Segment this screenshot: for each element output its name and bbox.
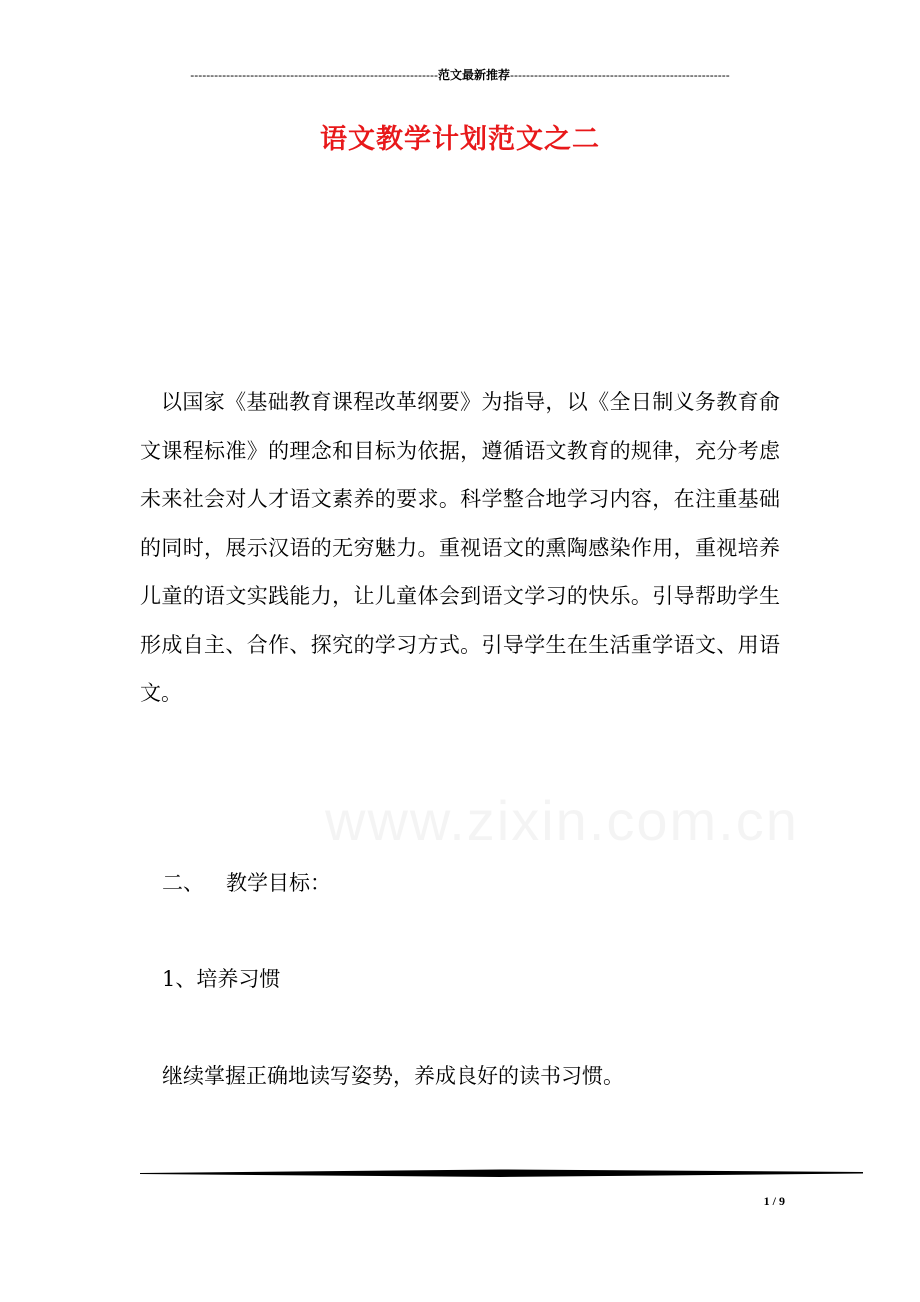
page-header (140, 66, 780, 84)
section-heading (162, 868, 331, 898)
header-label: 范文最新推荐 (437, 68, 510, 82)
section-label: 教学目标： (226, 871, 331, 895)
watermark (325, 788, 799, 853)
document-title: 语文教学计划范文之二 (320, 124, 600, 155)
body-line: 继续掌握正确地读写姿势，养成良好的读书习惯。 (162, 1064, 624, 1088)
subsection-heading: 1、培养习惯 (162, 967, 281, 991)
page-number: 1 / 9 (763, 1194, 785, 1208)
intro-paragraph: 以国家《基础教育课程改革纲要》为指导，以《全日制义务教育俞文课程标准》的理念和目标为依据，遵循语文教育的规律，充分考虑未来社会对人才语文素养的要求。科学整合地学习内容，在注重基础的同时，展示汉语的无穷魅力。重视语文的熏陶感染作用，重视培养儿童的语文实践能力，让儿童体会到语文学习的快乐。引导帮助学生形成自主、合作、探究的学习方式。引导学生在生活重学语文、用语文。 (140, 390, 780, 705)
header-dashes-left: -------------------------------------------------------------- (190, 68, 438, 82)
section-number: 二、 (162, 871, 204, 895)
header-dashes-right: ------------------------------------------------------- (509, 68, 730, 82)
footer-rule (140, 1168, 863, 1178)
